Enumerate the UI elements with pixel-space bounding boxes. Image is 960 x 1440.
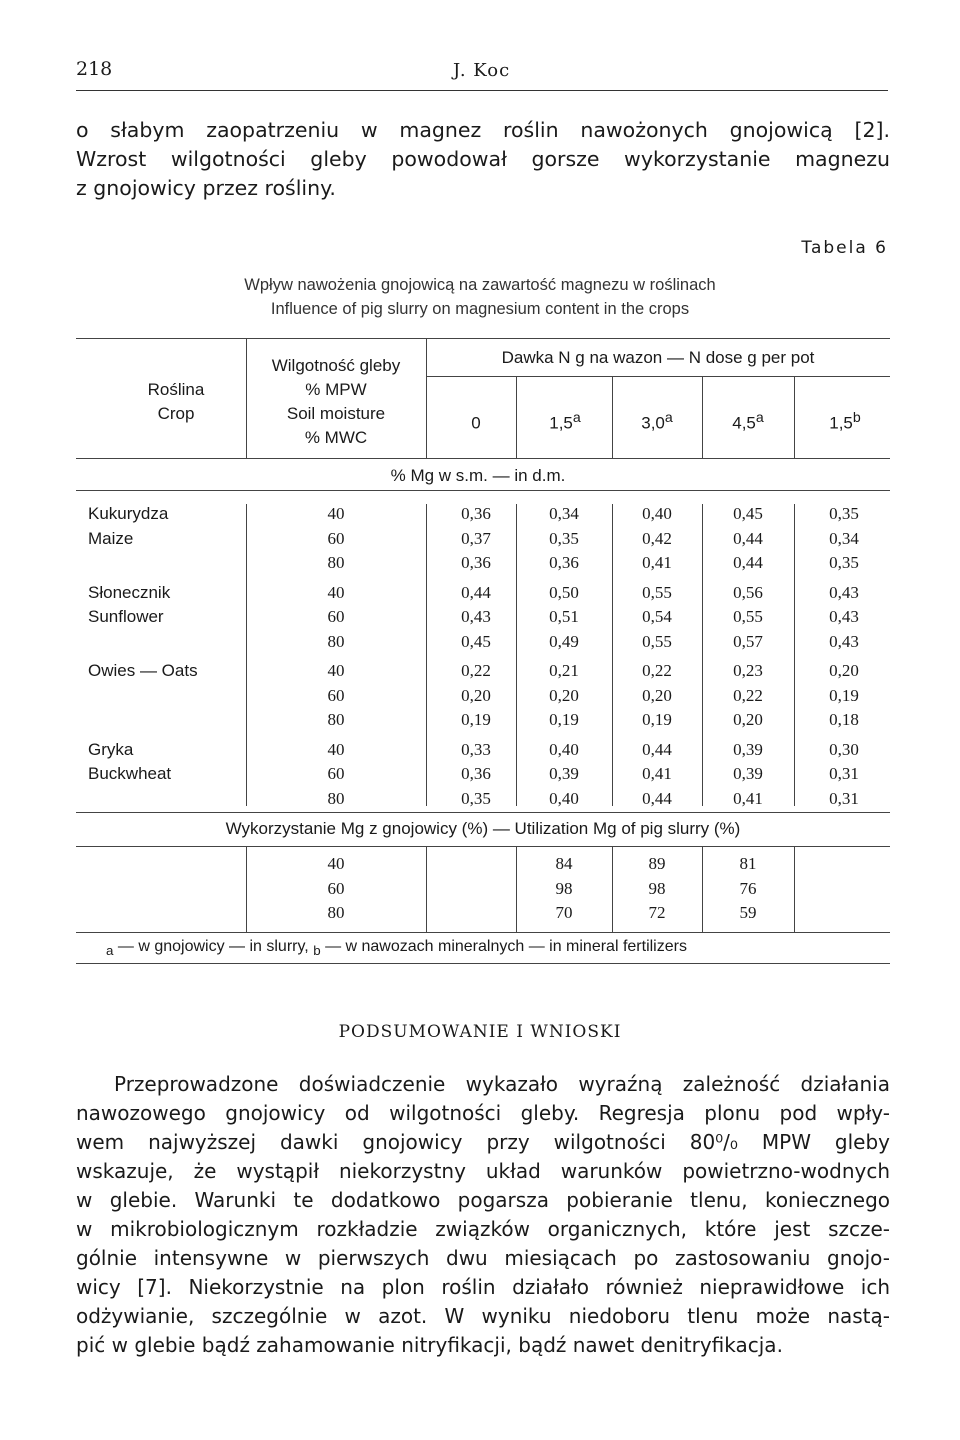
mg-value: 0,22 bbox=[461, 661, 491, 680]
utilization-value: 59 bbox=[739, 903, 757, 922]
crop-name: Kukurydza bbox=[88, 504, 169, 523]
data-table bbox=[76, 338, 890, 963]
page-number: 218 bbox=[76, 58, 113, 80]
utilization-header: Wykorzystanie Mg z gnojowicy (%) — Utilization Mg of pig slurry (%) bbox=[225, 819, 741, 838]
mg-value: 0,30 bbox=[829, 739, 859, 759]
table-vrule bbox=[794, 846, 795, 932]
table-vrule bbox=[516, 846, 517, 932]
moisture-value: 40 bbox=[327, 739, 345, 759]
summary-paragraph bbox=[76, 1070, 890, 1360]
utilization-value: 70 bbox=[555, 903, 573, 922]
mg-value: 0,36 bbox=[461, 764, 491, 783]
crop-name-en: Sunflower bbox=[88, 607, 164, 626]
table-vrule bbox=[612, 504, 613, 806]
table-vrule bbox=[702, 504, 703, 806]
intro-line: Wzrost wilgotności gleby powodował gorsze wykorzystanie magnezu bbox=[76, 147, 890, 171]
mg-value: 0,19 bbox=[829, 685, 859, 705]
moisture-value: 60 bbox=[327, 685, 345, 705]
mg-value: 0,55 bbox=[642, 582, 672, 602]
mg-value: 0,40 bbox=[642, 504, 672, 523]
header-rule bbox=[76, 90, 888, 91]
utilization-value: 81 bbox=[739, 854, 757, 873]
table-vrule bbox=[794, 376, 795, 458]
mg-value: 0,36 bbox=[461, 504, 491, 523]
moisture-value: 80 bbox=[327, 553, 345, 572]
mg-value: 0,19 bbox=[549, 710, 579, 729]
mg-value: 0,43 bbox=[829, 631, 859, 651]
summary-line: wskazuje, że wystąpił niekorzystny układ warunków powietrzno-wodnych bbox=[76, 1159, 890, 1183]
mg-value: 0,44 bbox=[733, 553, 763, 572]
mg-value: 0,34 bbox=[829, 528, 859, 548]
table-rule bbox=[76, 490, 890, 491]
moisture-value: 80 bbox=[327, 631, 345, 651]
utilization-value: 89 bbox=[648, 854, 666, 873]
crop-name: Gryka bbox=[88, 739, 134, 759]
table-vrule bbox=[702, 846, 703, 932]
mg-value: 0,20 bbox=[461, 685, 491, 705]
table-vrule bbox=[246, 504, 247, 806]
intro-line: z gnojowicy przez rośliny. bbox=[76, 176, 336, 200]
mg-value: 0,20 bbox=[549, 685, 579, 705]
mg-value: 0,37 bbox=[461, 528, 491, 548]
moisture-value: 80 bbox=[327, 788, 345, 808]
mg-value: 0,39 bbox=[733, 739, 763, 759]
utilization-value: 84 bbox=[555, 854, 573, 873]
intro-paragraph bbox=[76, 116, 890, 203]
utilization-value: 76 bbox=[739, 878, 757, 898]
mg-value: 0,35 bbox=[461, 788, 491, 808]
mg-value: 0,40 bbox=[549, 788, 579, 808]
unit-row: % Mg w s.m. — in d.m. bbox=[390, 466, 566, 485]
dose-header: Dawka N g na wazon — N dose g per pot bbox=[501, 348, 815, 367]
table-footnote: $_a$ — w gnojowicy — in slurry, $_b$ — w nawozach mineralnych — in mineral fertilizers bbox=[106, 938, 687, 959]
mg-value: 0,18 bbox=[829, 710, 859, 729]
table-vrule bbox=[246, 846, 247, 932]
summary-line: wicy [7]. Niekorzystnie na plon roślin działało również nieprawidłowe ich bbox=[76, 1275, 890, 1299]
summary-line: nawozowego gnojowicy od wilgotności gleby. Regresja plonu pod wpły- bbox=[76, 1101, 890, 1125]
moisture-value: 40 bbox=[327, 854, 345, 873]
mg-value: 0,56 bbox=[733, 582, 763, 602]
mg-value: 0,19 bbox=[461, 710, 491, 729]
mg-value: 0,36 bbox=[461, 553, 491, 572]
table-vrule bbox=[516, 504, 517, 806]
table-rule bbox=[76, 812, 890, 813]
mg-value: 0,36 bbox=[549, 553, 579, 572]
moisture-value: 40 bbox=[327, 504, 345, 523]
mg-value: 0,50 bbox=[549, 582, 579, 602]
mg-value: 0,41 bbox=[642, 764, 672, 783]
moisture-value: 60 bbox=[327, 607, 345, 626]
table-rule bbox=[76, 458, 890, 459]
moisture-value: 80 bbox=[327, 903, 345, 922]
table-vrule bbox=[612, 846, 613, 932]
mg-value: 0,21 bbox=[549, 661, 579, 680]
dose-label: 3,0$^a$ bbox=[641, 410, 673, 433]
mg-value: 0,22 bbox=[642, 661, 672, 680]
summary-line: wem najwyższej dawki gnojowicy przy wilgotności 80⁰/₀ MPW gleby bbox=[76, 1130, 890, 1154]
summary-line: w glebie. Warunki te dodatkowo pogarsza pobieranie tlenu, koniecznego bbox=[76, 1188, 890, 1212]
mg-value: 0,44 bbox=[642, 788, 672, 808]
table-caption-en: Influence of pig slurry on magnesium content in the crops bbox=[270, 300, 690, 318]
intro-line: o słabym zaopatrzeniu w magnez roślin nawożonych gnojowicą [2]. bbox=[76, 118, 890, 142]
mg-value: 0,44 bbox=[733, 528, 763, 548]
mg-value: 0,55 bbox=[733, 607, 763, 626]
table-caption-pl: Wpływ nawożenia gnojowicą na zawartość magnezu w roślinach bbox=[244, 276, 716, 294]
crop-name: Słonecznik bbox=[88, 582, 171, 602]
mg-value: 0,19 bbox=[642, 710, 672, 729]
crop-name: Owies — Oats bbox=[88, 661, 198, 680]
table-rule bbox=[76, 338, 890, 339]
moisture-value: 60 bbox=[327, 528, 345, 548]
utilization-value: 98 bbox=[648, 878, 666, 898]
mg-value: 0,43 bbox=[829, 582, 859, 602]
mg-value: 0,41 bbox=[642, 553, 672, 572]
crop-name-en: Buckwheat bbox=[88, 764, 172, 783]
mg-value: 0,44 bbox=[461, 582, 491, 602]
mg-value: 0,23 bbox=[733, 661, 763, 680]
mg-value: 0,51 bbox=[549, 607, 579, 626]
moisture-value: 40 bbox=[327, 582, 345, 602]
running-head: J. Koc bbox=[453, 60, 511, 81]
summary-line: gólnie intensywne w pierwszych dwu miesiącach po zastosowaniu gnojo- bbox=[76, 1246, 890, 1270]
mg-value: 0,35 bbox=[829, 553, 859, 572]
mg-value: 0,55 bbox=[642, 631, 672, 651]
table-rule bbox=[76, 932, 890, 933]
mg-value: 0,20 bbox=[642, 685, 672, 705]
summary-line: Przeprowadzone doświadczenie wykazało wyraźną zależność działania bbox=[114, 1072, 890, 1096]
moisture-value: 40 bbox=[327, 661, 345, 680]
crop-name-en: Maize bbox=[88, 528, 134, 548]
table-vrule bbox=[794, 504, 795, 806]
mg-value: 0,31 bbox=[829, 788, 859, 808]
moisture-value: 60 bbox=[327, 878, 345, 898]
dose-label: 4,5$^a$ bbox=[732, 410, 764, 433]
mg-value: 0,35 bbox=[549, 528, 579, 548]
moisture-header: Wilgotność gleby % MPW Soil moisture % MWC bbox=[271, 356, 401, 447]
mg-value: 0,31 bbox=[829, 764, 859, 783]
table-vrule bbox=[426, 846, 427, 932]
mg-value: 0,43 bbox=[461, 607, 491, 626]
mg-value: 0,20 bbox=[829, 661, 859, 680]
table-vrule bbox=[426, 504, 427, 806]
table-vrule bbox=[516, 376, 517, 458]
summary-line: odżywianie, szczególnie w azot. W wyniku niedoboru tlenu może nastą- bbox=[76, 1304, 890, 1328]
moisture-value: 60 bbox=[327, 764, 345, 783]
mg-value: 0,57 bbox=[733, 631, 763, 651]
crop-header: Roślina Crop bbox=[147, 380, 205, 423]
utilization-value: 72 bbox=[648, 903, 666, 922]
mg-value: 0,45 bbox=[733, 504, 763, 523]
mg-value: 0,54 bbox=[642, 607, 672, 626]
mg-value: 0,35 bbox=[829, 504, 859, 523]
table-rule bbox=[76, 846, 890, 847]
mg-value: 0,45 bbox=[461, 631, 491, 651]
mg-value: 0,39 bbox=[733, 764, 763, 783]
utilization-value: 98 bbox=[555, 878, 573, 898]
mg-value: 0,40 bbox=[549, 739, 579, 759]
mg-value: 0,34 bbox=[549, 504, 579, 523]
dose-label: 1,5$^a$ bbox=[549, 410, 581, 433]
mg-value: 0,41 bbox=[733, 788, 763, 808]
summary-line: w mikrobiologicznym rozkładzie związków organicznych, które jest szcze- bbox=[76, 1217, 890, 1241]
mg-value: 0,39 bbox=[549, 764, 579, 783]
mg-value: 0,43 bbox=[829, 607, 859, 626]
mg-value: 0,42 bbox=[642, 528, 672, 548]
table-rule bbox=[76, 963, 890, 964]
section-title: PODSUMOWANIE I WNIOSKI bbox=[338, 1022, 622, 1042]
mg-value: 0,20 bbox=[733, 710, 763, 729]
dose-header-rule bbox=[426, 376, 890, 377]
table-label: Tabela 6 bbox=[801, 238, 888, 258]
mg-value: 0,49 bbox=[549, 631, 579, 651]
summary-line: pić w glebie bądź zahamowanie nitryfikacji, bądź nawet denitryfikacja. bbox=[76, 1333, 783, 1357]
dose-label: 0 bbox=[471, 413, 481, 433]
dose-label: 1,5$^b$ bbox=[829, 410, 861, 433]
mg-value: 0,22 bbox=[733, 685, 763, 705]
mg-value: 0,44 bbox=[642, 739, 672, 759]
moisture-value: 80 bbox=[327, 710, 345, 729]
mg-value: 0,33 bbox=[461, 739, 491, 759]
